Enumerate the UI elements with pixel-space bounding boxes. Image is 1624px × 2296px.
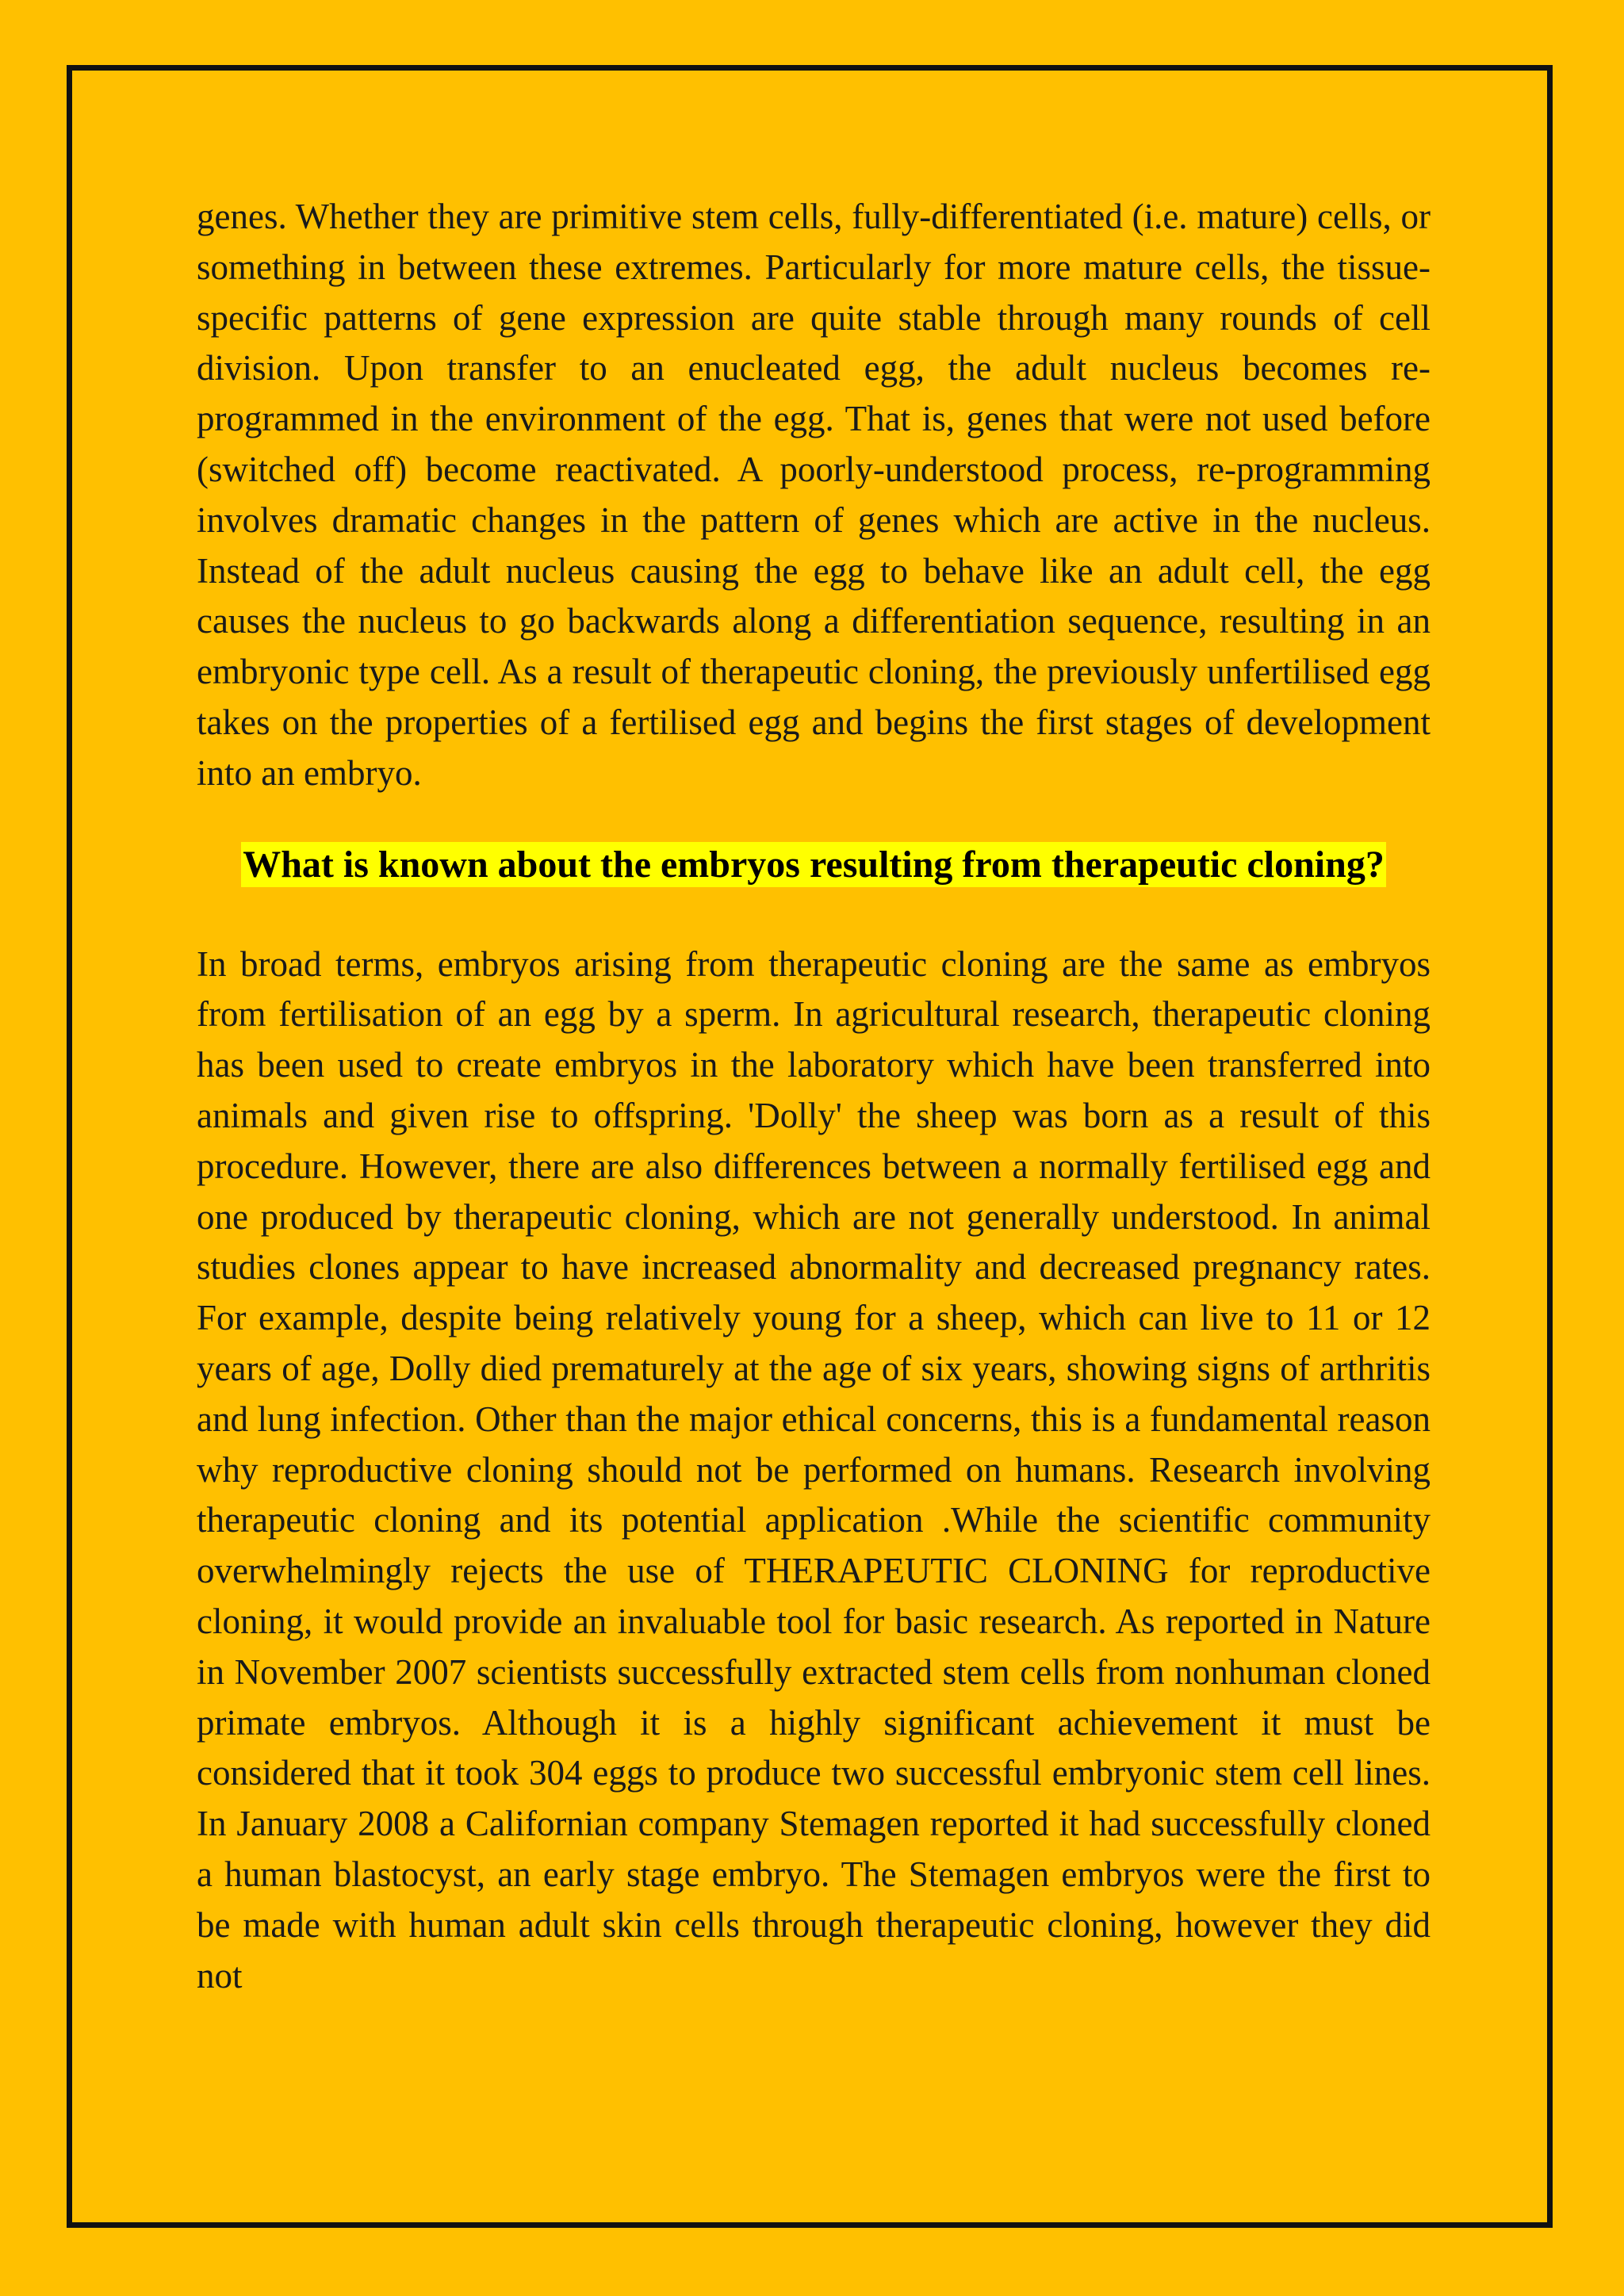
paragraph-reprogramming: genes. Whether they are primitive stem cells, fully-differentiated (i.e. mature) cells, or something in between these extremes. Particularly for more mature cells, the tissue-specific patterns of gene expression are quite stable through many rounds of cell division. Upon transfer to an enucleated egg, the adult nucleus becomes re-programmed in the environment of the egg. That is, genes that were not used before (switched off) become reactivated. A poorly-understood process, re-programming involves dramatic changes in the pattern of genes which are active in the nucleus. Instead of the adult nucleus causing the egg to behave like an adult cell, the egg causes the nucleus to go backwards along a differentiation sequence, resulting in an embryonic type cell. As a result of therapeutic cloning, the previously unfertilised egg takes on the properties of a fertilised egg and begins the first stages of development into an embryo. (197, 197, 1431, 793)
section-heading-container (228, 836, 1399, 903)
section-heading: What is known about the embryos resulting from therapeutic cloning? (243, 843, 1385, 886)
paragraph-embryos: In broad terms, embryos arising from therapeutic cloning are the same as embryos from fertilisation of an egg by a sperm. In agricultural research, therapeutic cloning has been used to create embryos in the laboratory which have been transferred into animals and given rise to offspring. 'Dolly' the sheep was born as a result of this procedure. However, there are also differences between a normally fertilised egg and one produced by therapeutic cloning, which are not generally understood. In animal studies clones appear to have increased abnormality and decreased pregnancy rates. For example, despite being relatively young for a sheep, which can live to 11 or 12 years of age, Dolly died prematurely at the age of six years, showing signs of arthritis and lung infection. Other than the major ethical concerns, this is a fundamental reason why reproductive cloning should not be performed on humans. Research involving therapeutic cloning and its potential application .While the scientific community overwhelmingly rejects the use of THERAPEUTIC CLONING for reproductive cloning, it would provide an invaluable tool for basic research. As reported in Nature in November 2007 scientists successfully extracted stem cells from nonhuman cloned primate embryos. Although it is a highly significant achievement it must be considered that it took 304 eggs to produce two successful embryonic stem cell lines. In January 2008 a Californian company Stemagen reported it had successfully cloned a human blastocyst, an early stage embryo. The Stemagen embryos were the first to be made with human adult skin cells through therapeutic cloning, however they did not (197, 943, 1431, 1996)
document-body (197, 192, 1431, 2001)
